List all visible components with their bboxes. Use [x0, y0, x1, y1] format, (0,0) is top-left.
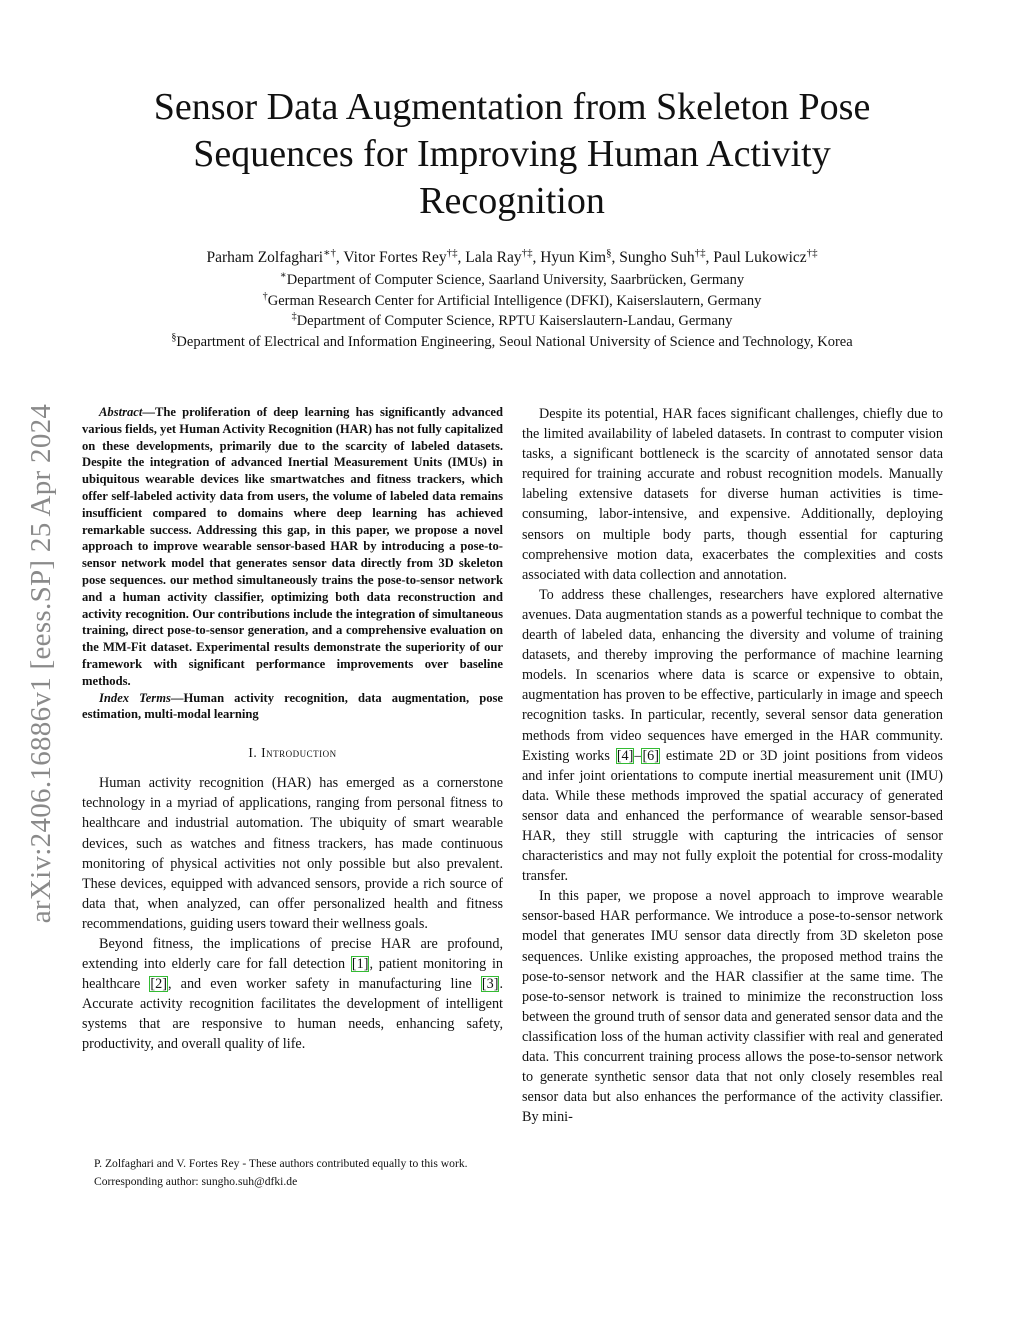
author-name: Parham Zolfaghari [206, 249, 324, 266]
affiliation-list [40, 270, 984, 352]
intro-paragraph-2: Beyond fitness, the implications of precise HAR are profound, extending into elderly care for fall detection [1], patient monitoring in healthcare [2], and even worker safety in manufacturing line [3]. Accurate activity recognition facilitates the development of intelligent systems that are responsive to human needs, enhancing safety, productivity, and overall quality of life. [82, 935, 504, 1053]
author-marks: § [606, 246, 612, 259]
index-terms-label: Index Terms [99, 690, 171, 705]
arxiv-sidebar [14, 348, 70, 978]
author-marks: †‡ [521, 246, 533, 259]
abstract-text: —The proliferation of deep learning has significantly advanced various fields, yet Human Activity Recognition (HAR) has not fully capitalized on these developments, primarily due to the scarcity of labeled datasets. Despite the integration of advanced Inertial Measurement Units (IMUs) in ubiquitous wearable devices like smartwatches and fitness trackers, which offer self-labeled activity data from users, the volume of labeled data remains insufficient compared to domains where deep learning has achieved remarkable success. Addressing this gap, in this paper, we propose a novel approach to improve wearable sensor-based HAR by introducing a pose-to-sensor network model that generates sensor data directly from 3D skeleton pose sequences. our method simultaneously trains the pose-to-sensor network and a human activity classifier, optimizing both data reconstruction and activity recognition. Our contributions include the integration of simultaneous training, direct pose-to-sensor generation, and a comprehensive evaluation on the MM-Fit dataset. Experimental results demonstrate the superiority of our framework with significant performance improvements over baseline methods. [82, 405, 503, 688]
arxiv-identifier: arXiv:2406.16886v1 [eess.SP] 25 Apr 2024 [25, 403, 58, 923]
intro-paragraph-5: In this paper, we propose a novel approach to improve wearable sensor-based HAR performance. We introduce a pose-to-sensor network model that generates IMU sensor data directly from 3D skeleton pose sequences. Unlike existing approaches, the proposed method trains the pose-to-sensor network and the HAR classifier at the same time. The pose-to-sensor network is trained to minimize the reconstruction loss between the ground truth of sensor data and generated sensor data and the classification loss of the human activity classifier with real and generated data. This concurrent training process allows the pose-to-sensor network to generate synthetic sensor data that not only closely resembles real sensor data but also enhances the performance of the activity classifier. By mini- [522, 888, 943, 1126]
author-marks: †‡ [806, 246, 818, 259]
affiliation: ∗Department of Computer Science, Saarland University, Saarbrücken, Germany [279, 270, 745, 288]
footnote: P. Zolfaghari and V. Fortes Rey - These authors contributed equally to this work. [94, 1157, 468, 1170]
title-line: Recognition [419, 180, 605, 222]
author-name: Hyun Kim [540, 249, 607, 266]
footnote: Corresponding author: sungho.suh@dfki.de [94, 1174, 298, 1188]
citation-link[interactable]: [1] [351, 956, 369, 973]
index-terms-text: —Human activity recognition, data augmentation, pose estimation, multi-modal learning [82, 690, 503, 722]
author-name: Lala Ray [465, 249, 522, 266]
citation-link[interactable]: [3] [481, 976, 499, 993]
affiliation-mark: † [262, 290, 268, 302]
affiliation-mark: ∗ [279, 270, 287, 282]
citation-link[interactable]: [2] [150, 976, 167, 993]
footnotes [82, 1156, 503, 1190]
abstract [82, 404, 503, 690]
affiliation: †German Research Center for Artificial Intelligence (DFKI), Kaiserslautern, Germany [262, 290, 762, 309]
author-list: Parham Zolfaghari∗†, Vitor Fortes Rey†‡, Lala Ray†‡, Hyun Kim§, Sungho Suh†‡, Paul Lukowicz†‡ [206, 246, 818, 266]
left-column [82, 404, 503, 1055]
author-marks: ∗† [323, 246, 336, 259]
affiliation-mark: § [171, 331, 177, 343]
intro-paragraph-1: Human activity recognition (HAR) has emerged as a cornerstone technology in a myriad of applications, ranging from personal fitness to healthcare and industrial automation. The ubiquity of smart wearable devices, such as watches and fitness trackers, has made continuous monitoring of physical activities not only possible but also prevalent. These devices, equipped with advanced sensors, provide a rich source of data that, when analyzed, can offer personalized health and fitness recommendations, guiding users toward their wellness goals. [82, 775, 503, 932]
author-marks: †‡ [446, 246, 458, 259]
author-name: Vitor Fortes Rey [343, 249, 447, 266]
affiliation: ‡Department of Computer Science, RPTU Kaiserslautern-Landau, Germany [291, 311, 733, 329]
author-marks: †‡ [694, 246, 706, 259]
intro-paragraph-3: Despite its potential, HAR faces significant challenges, chiefly due to the limited availability of labeled datasets. In contrast to computer vision tasks, a significant bottleneck is the scarcity of annotated sensor data required for training accurate and robust recognition models. Manually labeling extensive datasets for diverse human activities is time-consuming, labor-intensive, and expensive. Additionally, deploying sensors on multiple body parts, though essential for capturing comprehensive motion data, exacerbates the complexities and costs associated with data collection and annotation. [522, 406, 943, 583]
section-heading-introduction: I. Introduction [248, 745, 337, 761]
title-line: Sensor Data Augmentation from Skeleton Pose [153, 86, 871, 128]
affiliation: §Department of Electrical and Information Engineering, Seoul National University of Science and Technology, Korea [171, 331, 853, 350]
citation-link[interactable]: [6] [642, 747, 659, 764]
index-terms [82, 690, 503, 724]
paper-title [60, 84, 964, 225]
citation-link[interactable]: [4] [616, 747, 634, 764]
author-name: Paul Lukowicz [713, 249, 807, 266]
intro-paragraph-4: To address these challenges, researchers have explored alternative avenues. Data augmentation stands as a powerful technique to combat the dearth of labeled data, enhancing the diversity and volume of training datasets, and thereby improving the performance of machine learning models. In scenarios where data is scarce or expensive to obtain, augmentation has proven to be effective, particularly in image and speech recognition tasks. In particular, recently, several sensor data generation methods from video sequences have emerged in the HAR community. Existing works [4]–[6] estimate 2D or 3D joint positions from videos and infer joint orientations to compute inertial measurement unit (IMU) data. While these methods improved the spatial accuracy of generated sensor data and enhanced the performance of wearable sensor-based HAR, they still struggle with capturing the intricacies of sensor characteristics and may not fully exploit the potential for cross-modality transfer. [522, 586, 943, 885]
affiliation-mark: ‡ [291, 311, 297, 323]
abstract-label: Abstract [99, 405, 143, 419]
title-line: Sequences for Improving Human Activity [193, 133, 831, 175]
author-name: Sungho Suh [619, 249, 695, 266]
right-column [522, 404, 943, 1127]
